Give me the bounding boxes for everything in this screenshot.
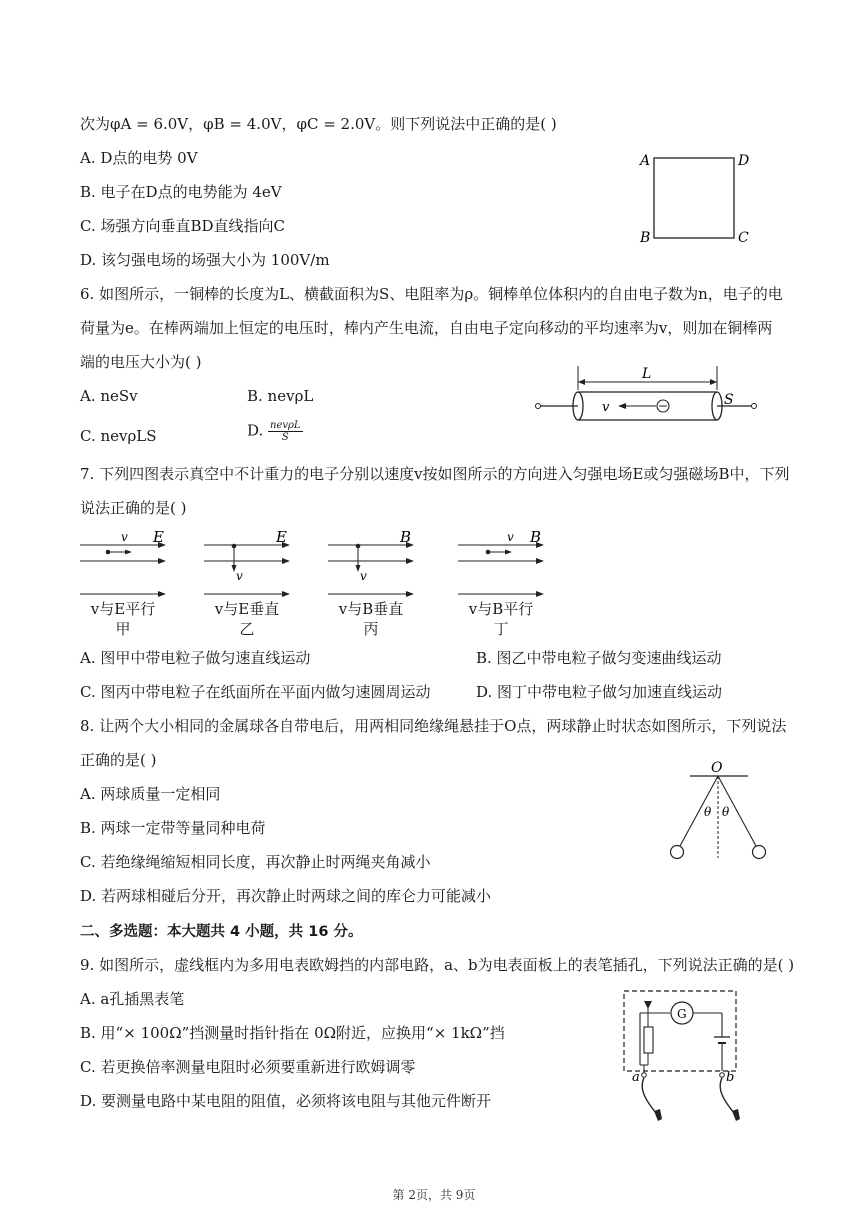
label-b: B: [640, 230, 651, 246]
q9-ohmmeter-circuit-figure: [618, 985, 743, 1125]
q6-stem-line1: 6. 如图所示，一铜棒的长度为L、横截面积为S、电阻率为ρ。铜棒单位体积内的自由电子数为n，电子的电: [80, 285, 783, 303]
q9-option-d: D. 要测量电路中某电阻的阻值，必须将该电阻与其他元件断开: [80, 1092, 492, 1110]
svg-text:B: B: [400, 528, 412, 546]
svg-text:v: v: [236, 569, 243, 583]
svg-text:B: B: [530, 528, 542, 546]
q8-option-b: B. 两球一定带等量同种电荷: [80, 819, 266, 837]
q7-panel-bing: [326, 528, 418, 598]
q8-option-d: D. 若两球相碰后分开，再次静止时两球之间的库仑力可能减小: [80, 887, 492, 905]
terminal-b-label: b: [726, 1070, 735, 1085]
q5-option-b: B. 电子在D点的电势能为 4eV: [80, 183, 282, 201]
q9-option-a: A. a孔插黑表笔: [80, 990, 185, 1008]
q6-stem-line3: 端的电压大小为( ): [80, 353, 202, 371]
svg-text:E: E: [276, 528, 287, 546]
q9-option-b: B. 用“× 100Ω”挡测量时指针指在 0Ω附近，应换用“× 1kΩ”挡: [80, 1024, 505, 1042]
q7-panel-ding: [456, 528, 548, 598]
q7-option-b: B. 图乙中带电粒子做匀变速曲线运动: [476, 649, 722, 667]
q5-option-a: A. D点的电势 0V: [80, 149, 198, 167]
q6-copper-rod-figure: [530, 362, 765, 432]
q6-option-a: A. neSv: [80, 387, 138, 405]
section-multiple-choice-heading: 二、多选题：本大题共 4 小题，共 16 分。: [80, 924, 363, 940]
label-a: A: [640, 153, 651, 169]
label-d: D: [738, 153, 750, 169]
q9-stem: 9. 如图所示，虚线框内为多用电表欧姆挡的内部电路，a、b为电表面板上的表笔插孔，下列说法正确的是( ): [80, 956, 795, 974]
q5-stem: 次为φA = 6.0V，φB = 4.0V，φC = 2.0V。则下列说法中正确的是( ): [80, 115, 557, 133]
q5-option-c: C. 场强方向垂直BD直线指向C: [80, 217, 286, 235]
svg-text:E: E: [153, 528, 164, 546]
q6-option-d: D. $\frac{\text{nevρL}}{S}$: [247, 420, 301, 443]
q7-caption-yi: v与E垂直: [214, 600, 280, 618]
q6-option-c: C. nevρLS: [80, 427, 157, 445]
svg-text:θ: θ: [704, 805, 712, 819]
q7-name-ding: 丁: [493, 620, 509, 638]
q8-stem-line2: 正确的是( ): [80, 751, 157, 769]
q5-square-figure: [630, 148, 760, 253]
label-pivot: O: [711, 760, 723, 776]
q6-option-b: B. nevρL: [247, 387, 314, 405]
q8-pendulum-figure: [660, 758, 780, 866]
q7-option-d: D. 图丁中带电粒子做匀加速直线运动: [476, 683, 723, 701]
q5-option-d: D. 该匀强电场的场强大小为 100V/m: [80, 251, 330, 269]
q9-option-c: C. 若更换倍率测量电阻时必须要重新进行欧姆调零: [80, 1058, 416, 1076]
label-length: L: [642, 366, 652, 382]
q7-option-c: C. 图丙中带电粒子在纸面所在平面内做匀速圆周运动: [80, 683, 431, 701]
svg-text:v: v: [360, 569, 367, 583]
q7-name-bing: 丙: [363, 620, 379, 638]
q7-panel-jia: [78, 528, 170, 598]
label-c: C: [738, 230, 749, 246]
svg-text:v: v: [507, 530, 514, 544]
page-footer: 第 2页，共 9页: [392, 1188, 476, 1202]
q8-stem-line1: 8. 让两个大小相同的金属球各自带电后，用两相同绝缘绳悬挂于O点，两球静止时状态如图所示，下列说法: [80, 717, 787, 735]
q7-caption-bing: v与B垂直: [338, 600, 404, 618]
svg-text:v: v: [121, 530, 128, 544]
q7-caption-jia: v与E平行: [90, 600, 156, 618]
galvanometer-label: G: [677, 1007, 687, 1021]
q7-name-yi: 乙: [239, 620, 255, 638]
q7-stem-line2: 说法正确的是( ): [80, 499, 187, 517]
q8-option-a: A. 两球质量一定相同: [80, 785, 221, 803]
q7-caption-ding: v与B平行: [468, 600, 534, 618]
q7-name-jia: 甲: [115, 620, 131, 638]
q6-stem-line2: 荷量为e。在棒两端加上恒定的电压时，棒内产生电流，自由电子定向移动的平均速率为v，则加在铜棒两: [80, 319, 773, 337]
q7-panel-yi: [202, 528, 294, 598]
label-velocity: v: [602, 400, 610, 415]
q7-option-a: A. 图甲中带电粒子做匀速直线运动: [80, 649, 311, 667]
terminal-a-label: a: [632, 1070, 640, 1085]
svg-text:θ: θ: [722, 805, 730, 819]
q7-stem-line1: 7. 下列四图表示真空中不计重力的电子分别以速度v按如图所示的方向进入匀强电场E或匀强磁场B中，下列: [80, 465, 790, 483]
label-area: S: [724, 392, 734, 408]
q8-option-c: C. 若绝缘绳缩短相同长度，再次静止时两绳夹角减小: [80, 853, 431, 871]
